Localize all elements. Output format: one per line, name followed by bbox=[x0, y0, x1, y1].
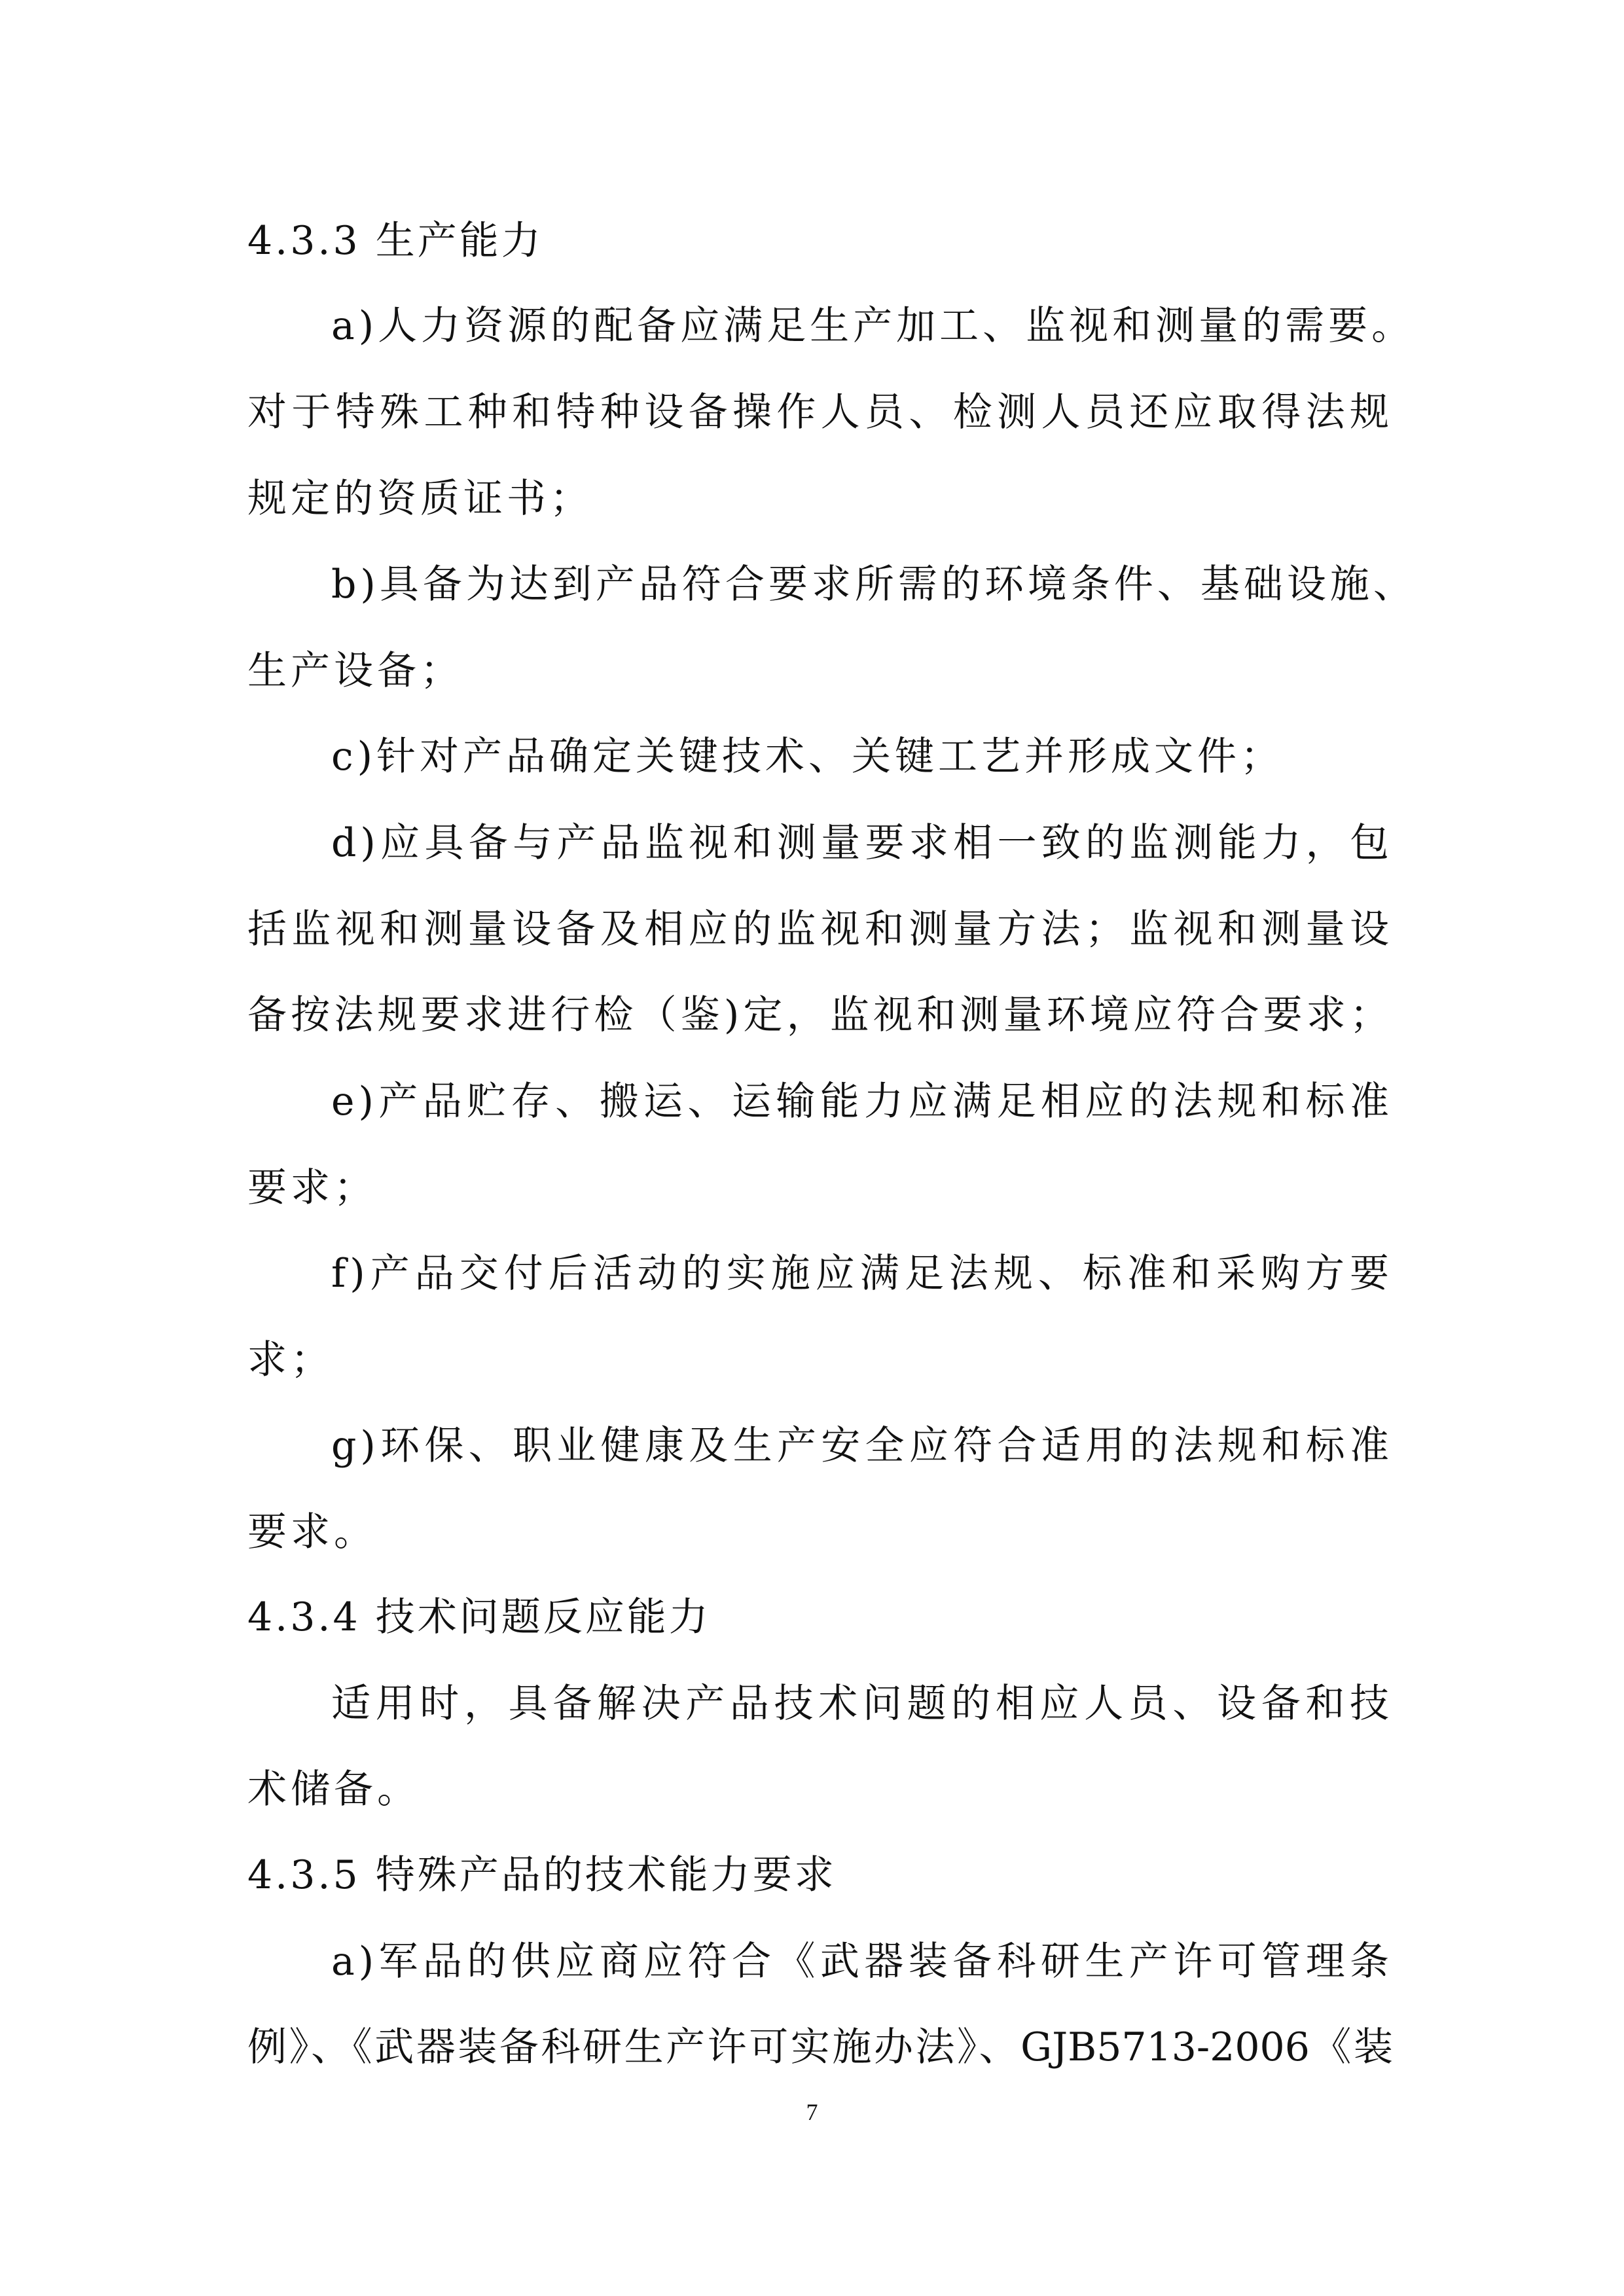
section-heading-4-3-3: 4.3.3 生产能力 bbox=[247, 218, 543, 264]
paragraph-line: e)产品贮存、搬运、运输能力应满足相应的法规和标准 bbox=[331, 1079, 1393, 1124]
paragraph-line: b)具备为达到产品符合要求所需的环境条件、基础设施、 bbox=[331, 562, 1416, 607]
section-heading-4-3-4: 4.3.4 技术问题反应能力 bbox=[247, 1594, 711, 1640]
paragraph-line: 括监视和测量设备及相应的监视和测量方法；监视和测量设 bbox=[247, 906, 1393, 952]
paragraph-line: 求； bbox=[247, 1337, 334, 1383]
page-number: 7 bbox=[806, 2099, 818, 2125]
paragraph-line: 规定的资质证书； bbox=[247, 476, 593, 522]
section-heading-4-3-5: 4.3.5 特殊产品的技术能力要求 bbox=[247, 1852, 837, 1898]
paragraph-line: 对于特殊工种和特种设备操作人员、检测人员还应取得法规 bbox=[247, 389, 1393, 435]
paragraph-line: 术储备。 bbox=[247, 1767, 420, 1812]
paragraph-line: c)针对产品确定关键技术、关键工艺并形成文件； bbox=[331, 734, 1284, 780]
paragraph-line: a)人力资源的配备应满足生产加工、监视和测量的需要。 bbox=[331, 303, 1415, 349]
paragraph-line: 适用时，具备解决产品技术问题的相应人员、设备和技 bbox=[331, 1681, 1393, 1727]
paragraph-line: f)产品交付后活动的实施应满足法规、标准和采购方要 bbox=[331, 1251, 1393, 1297]
paragraph-line: 要求。 bbox=[247, 1509, 377, 1555]
paragraph-line: 要求； bbox=[247, 1165, 377, 1211]
paragraph-line: 例》、《武器装备科研生产许可实施办法》、GJB5713-2006《装 bbox=[247, 2024, 1393, 2070]
paragraph-line: a)军品的供应商应符合《武器装备科研生产许可管理条 bbox=[331, 1939, 1393, 1984]
paragraph-line: g)环保、职业健康及生产安全应符合适用的法规和标准 bbox=[331, 1423, 1393, 1469]
paragraph-line: d)应具备与产品监视和测量要求相一致的监测能力，包 bbox=[331, 820, 1393, 866]
paragraph-line: 生产设备； bbox=[247, 648, 463, 694]
paragraph-line: 备按法规要求进行检（鉴)定，监视和测量环境应符合要求； bbox=[247, 992, 1393, 1038]
